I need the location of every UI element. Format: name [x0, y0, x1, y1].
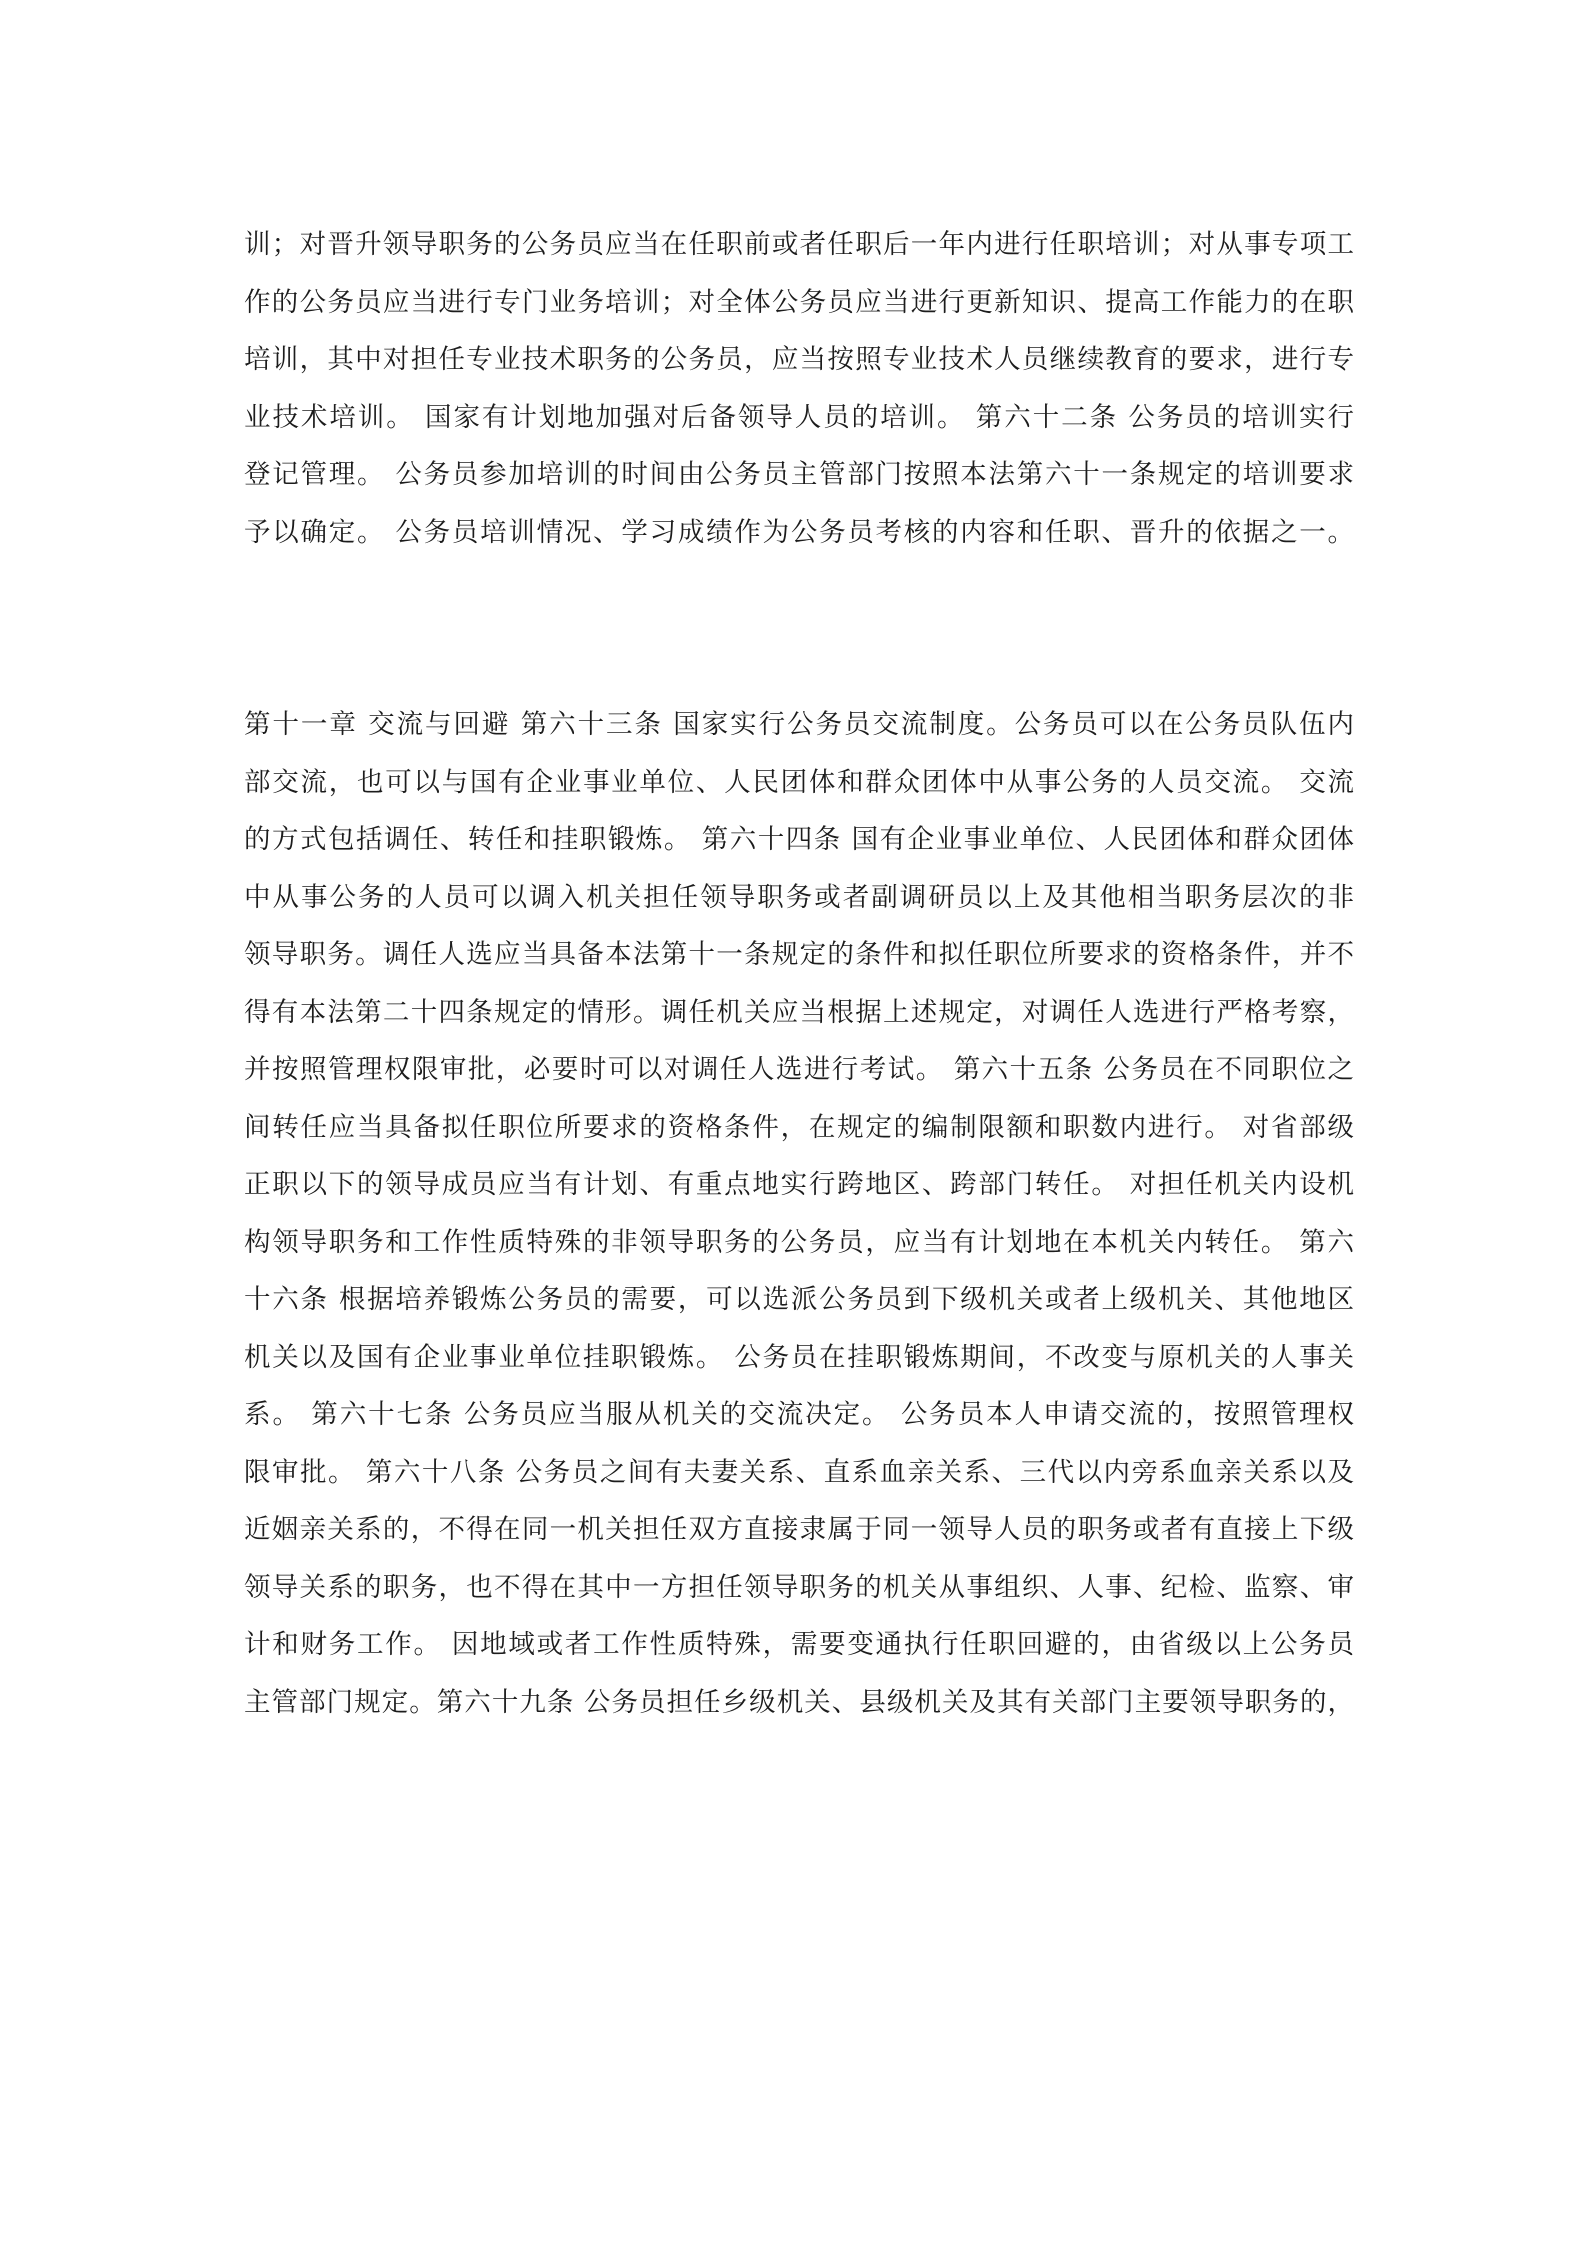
text-line: 近姻亲关系的，不得在同一机关担任双方直接隶属于同一领导人员的职务或者有直接上下级 — [244, 1514, 1354, 1545]
text-line: 登记管理。 公务员参加培训的时间由公务员主管部门按照本法第六十一条规定的培训要求 — [244, 459, 1354, 490]
text-line: 并按照管理权限审批，必要时可以对调任人选进行考试。 第六十五条 公务员在不同职位之 — [244, 1054, 1354, 1085]
text-line: 部交流，也可以与国有企业事业单位、人民团体和群众团体中从事公务的人员交流。 交流 — [244, 766, 1354, 798]
text-line: 构领导职务和工作性质特殊的非领导职务的公务员，应当有计划地在本机关内转任。 第六 — [244, 1226, 1354, 1258]
text-line: 的方式包括调任、转任和挂职锻炼。 第六十四条 国有企业事业单位、人民团体和群众团体 — [244, 824, 1354, 855]
text-line: 正职以下的领导成员应当有计划、有重点地实行跨地区、跨部门转任。 对担任机关内设机 — [244, 1169, 1354, 1200]
text-line: 训；对晋升领导职务的公务员应当在任职前或者任职后一年内进行任职培训；对从事专项工 — [244, 229, 1354, 260]
text-line: 培训，其中对担任专业技术职务的公务员，应当按照专业技术人员继续教育的要求，进行专 — [244, 344, 1354, 375]
text-line: 计和财务工作。 因地域或者工作性质特殊，需要变通执行任职回避的，由省级以上公务员 — [244, 1629, 1354, 1660]
text-line: 机关以及国有企业事业单位挂职锻炼。 公务员在挂职锻炼期间，不改变与原机关的人事关 — [244, 1341, 1354, 1373]
text-line: 中从事公务的人员可以调入机关担任领导职务或者副调研员以上及其他相当职务层次的非 — [244, 881, 1354, 913]
paragraph-exchange-avoidance — [244, 696, 1354, 1731]
paragraph-training — [244, 216, 1354, 561]
text-line: 作的公务员应当进行专门业务培训；对全体公务员应当进行更新知识、提高工作能力的在职 — [244, 286, 1354, 318]
text-line: 限审批。 第六十八条 公务员之间有夫妻关系、直系血亲关系、三代以内旁系血亲关系以及 — [244, 1456, 1354, 1488]
text-line: 系。 第六十七条 公务员应当服从机关的交流决定。 公务员本人申请交流的，按照管理权 — [244, 1399, 1354, 1430]
text-line: 主管部门规定。第六十九条 公务员担任乡级机关、县级机关及其有关部门主要领导职务的， — [244, 1686, 1354, 1718]
text-line: 十六条 根据培养锻炼公务员的需要，可以选派公务员到下级机关或者上级机关、其他地区 — [244, 1284, 1354, 1315]
text-line: 领导职务。调任人选应当具备本法第十一条规定的条件和拟任职位所要求的资格条件，并不 — [244, 939, 1354, 970]
text-line: 领导关系的职务，也不得在其中一方担任领导职务的机关从事组织、人事、纪检、监察、审 — [244, 1571, 1354, 1603]
text-line: 予以确定。 公务员培训情况、学习成绩作为公务员考核的内容和任职、晋升的依据之一。 — [244, 516, 1354, 548]
text-line: 得有本法第二十四条规定的情形。调任机关应当根据上述规定，对调任人选进行严格考察， — [244, 996, 1354, 1028]
text-line: 第十一章 交流与回避 第六十三条 国家实行公务员交流制度。公务员可以在公务员队伍内 — [244, 709, 1354, 740]
text-line: 间转任应当具备拟任职位所要求的资格条件，在规定的编制限额和职数内进行。 对省部级 — [244, 1111, 1354, 1143]
text-line: 业技术培训。 国家有计划地加强对后备领导人员的培训。 第六十二条 公务员的培训实行 — [244, 401, 1354, 433]
